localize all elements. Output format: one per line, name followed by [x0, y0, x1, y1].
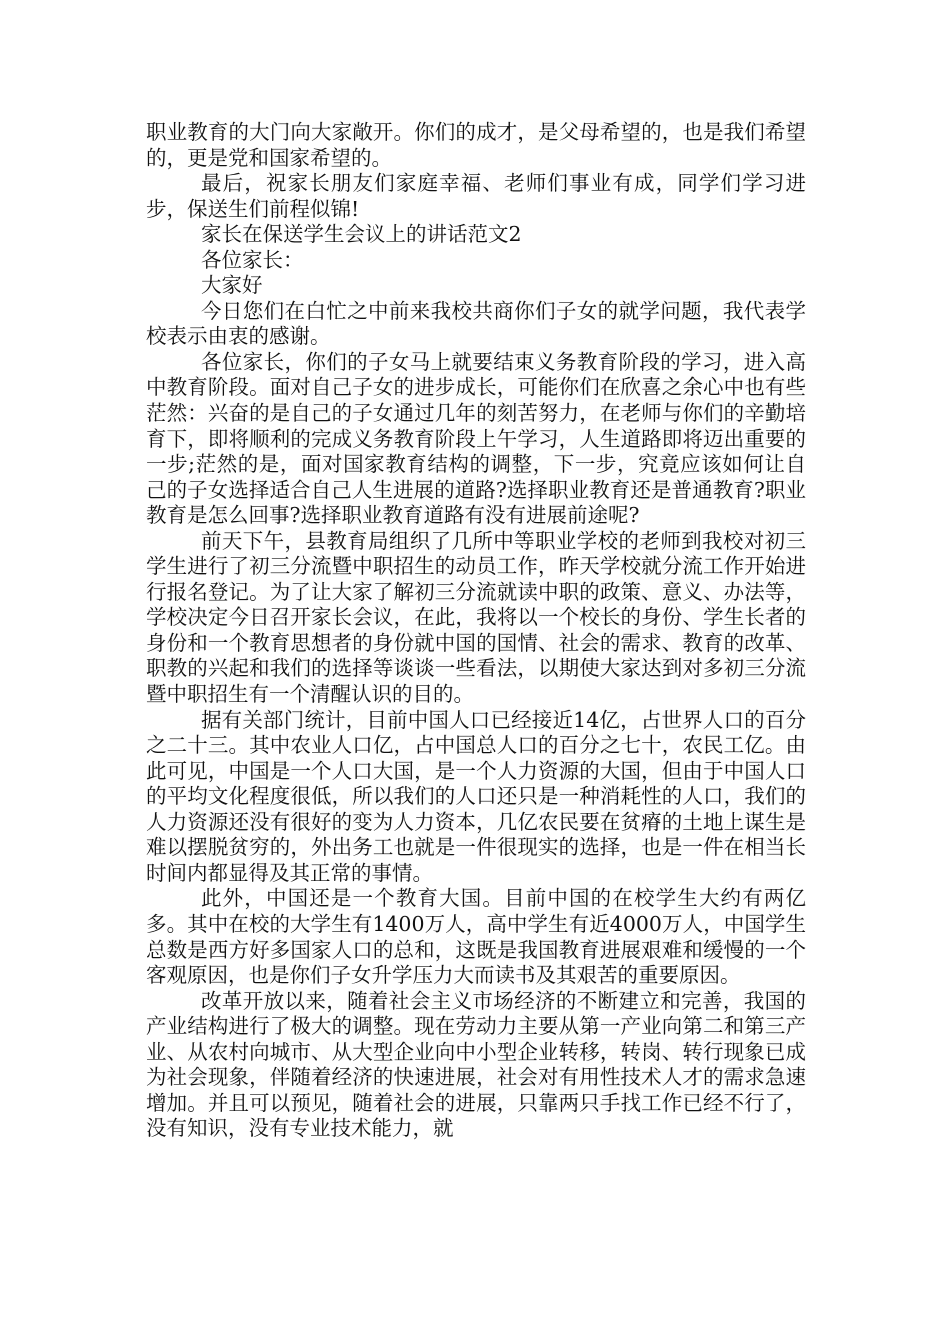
paragraph-closing-wishes: 最后，祝家长朋友们家庭幸福、老师们事业有成，同学们学习进步，保送生们前程似锦!	[146, 171, 806, 221]
paragraph-thanks: 今日您们在白忙之中前来我校共商你们子女的就学问题，我代表学校表示由衷的感谢。	[146, 298, 806, 349]
salutation: 各位家长：	[201, 247, 304, 272]
greeting: 大家好	[201, 273, 263, 298]
section-title: 家长在保送学生会议上的讲话范文2	[201, 222, 522, 247]
paragraph-parents: 各位家长，你们的子女马上就要结束义务教育阶段的学习，进入高中教育阶段。面对自己子女的进步成长，可能你们在欣喜之余心中也有些茫然：兴奋的是自己的子女通过几年的刻苦努力，在老师与你们的辛勤培育下，即将顺利的完成义务教育阶段上午学习，人生道路即将迈出重要的一步;茫然的是，面对国家教育结构的调整，下一步，究竟应该如何让自己的子女选择适合自己人生进展的道路?选择职业教育还是普通教育?职业教育是怎么回事?选择职业教育道路有没有进展前途呢?	[146, 349, 806, 528]
paragraph-population: 据有关部门统计，目前中国人口已经接近14亿，占世界人口的百分之二十三。其中农业人口亿，占中国总人口的百分之七十，农民工亿。由此可见，中国是一个人口大国，是一个人力资源的大国，但由于中国人口的平均文化程度很低，所以我们的人口还只是一种消耗性的人口，我们的人力资源还没有很好的变为人力资本，几亿农民要在贫瘠的土地上谋生是难以摆脱贫穷的，外出务工也就是一件很现实的选择，也是一件在相当长时间内都显得及其正常的事情。	[146, 707, 806, 885]
paragraph-reform: 改革开放以来，随着社会主义市场经济的不断建立和完善，我国的产业结构进行了极大的调整。现在劳动力主要从第一产业向第二和第三产业、从农村向城市、从大型企业向中小型企业转移，转岗、转行现象已成为社会现象，伴随着经济的快速进展，社会对有用性技术人才的需求急速增加。并且可以预见，随着社会的进展，只靠两只手找工作已经不行了，没有知识，没有专业技术能力，就	[146, 988, 806, 1141]
paragraph-education: 此外，中国还是一个教育大国。目前中国的在校学生大约有两亿多。其中在校的大学生有1400万人，高中学生有近4000万人，中国学生总数是西方好多国家人口的总和，这既是我国教育进展艰难和缓慢的一个客观原因，也是你们子女升学压力大而读书及其艰苦的重要原因。	[146, 886, 806, 988]
paragraph-continuation: 职业教育的大门向大家敞开。你们的成才，是父母希望的，也是我们希望的，更是党和国家希望的。	[146, 120, 806, 170]
document-body	[146, 120, 806, 1142]
paragraph-meeting: 前天下午，县教育局组织了几所中等职业学校的老师到我校对初三学生进行了初三分流暨中职招生的动员工作，昨天学校就分流工作开始进行报名登记。为了让大家了解初三分流就读中职的政策、意义、办法等，学校决定今日召开家长会议，在此，我将以一个校长的身份、学生长者的身份和一个教育思想者的身份就中国的国情、社会的需求、教育的改革、职教的兴起和我们的选择等谈谈一些看法，以期使大家达到对多初三分流暨中职招生有一个清醒认识的目的。	[146, 528, 806, 707]
